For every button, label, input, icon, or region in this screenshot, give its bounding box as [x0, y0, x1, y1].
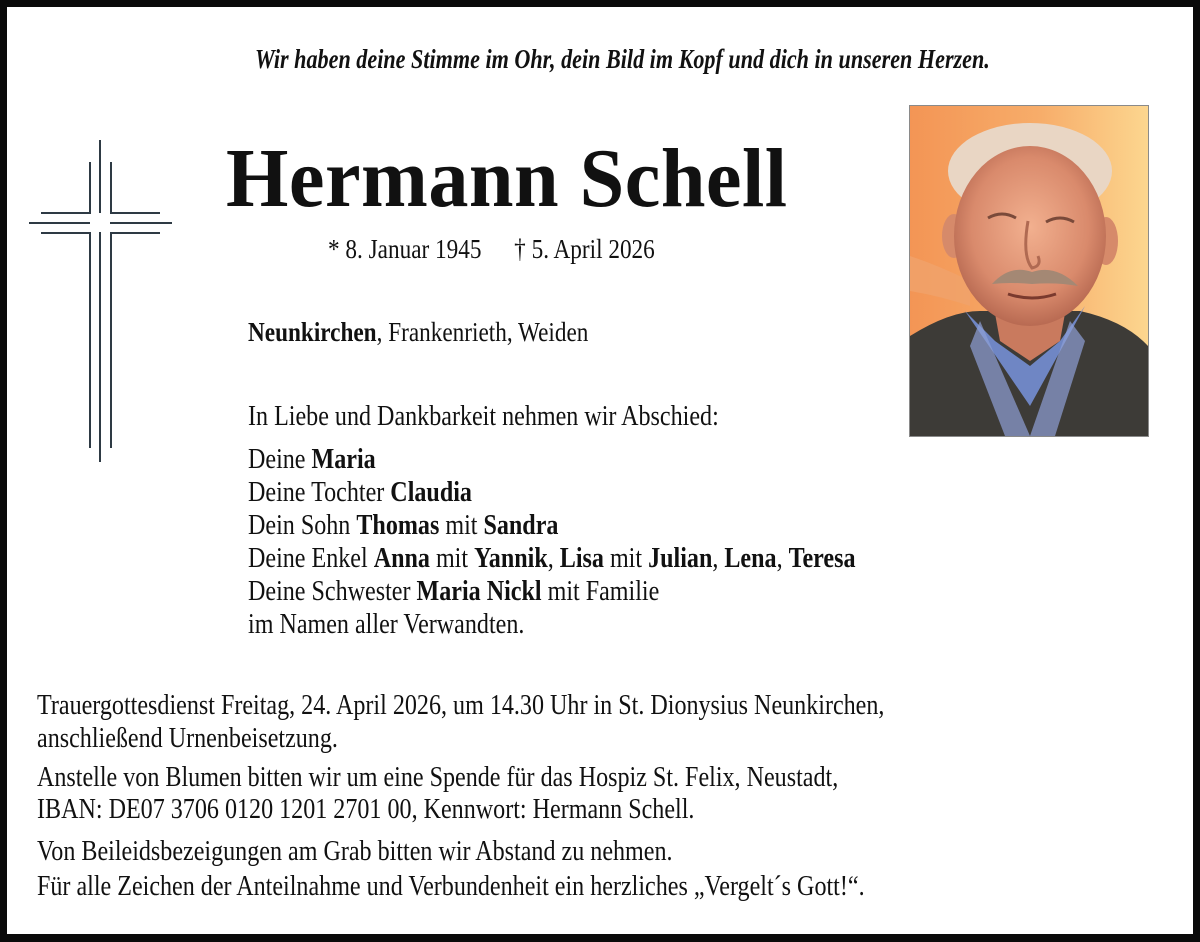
birth-date: 8. Januar 1945 [345, 234, 482, 264]
thanks-note: Für alle Zeichen der Anteilnahme und Verbundenheit ein herzliches „Vergelt´s Gott!“. [37, 871, 865, 902]
donation-line-1: Anstelle von Blumen bitten wir um eine Spende für das Hospiz St. Felix, Neustadt, [37, 762, 839, 793]
service-line-1: Trauergottesdienst Freitag, 24. April 2026, um 14.30 Uhr in St. Dionysius Neunkirchen, [37, 690, 885, 721]
memorial-quote: Wir haben deine Stimme im Ohr, dein Bild im Kopf und dich in unseren Herzen. [255, 44, 990, 74]
mourner-line [248, 509, 855, 542]
mourner-relation-text: Deine [248, 444, 312, 475]
mourner-line [248, 476, 855, 509]
mourner-name: Sandra [483, 510, 559, 541]
mourner-name: Anna [373, 543, 430, 574]
mourner-relation-text: , [547, 543, 560, 574]
death-date: 5. April 2026 [531, 234, 655, 264]
death-symbol: † [514, 234, 526, 264]
birth-symbol: * [328, 234, 340, 264]
mourner-relation-text: Deine Schwester [248, 576, 417, 607]
deceased-name: Hermann Schell [226, 132, 788, 225]
donation-line-2: IBAN: DE07 3706 0120 1201 2701 00, Kennwort: Hermann Schell. [37, 794, 695, 825]
mourner-name: Lena [724, 543, 777, 574]
mourner-name: Julian [648, 543, 713, 574]
christian-cross-icon [0, 0, 200, 480]
mourner-relation-text: mit Familie [541, 576, 660, 607]
service-line-2: anschließend Urnenbeisetzung. [37, 723, 338, 754]
funeral-service-info [37, 689, 884, 755]
portrait-photo [909, 105, 1149, 437]
mourner-name: Claudia [390, 477, 472, 508]
mourner-line [248, 575, 855, 608]
farewell-intro: In Liebe und Dankbarkeit nehmen wir Abschied: [248, 401, 719, 432]
mourner-name: Lisa [559, 543, 604, 574]
portrait-illustration [910, 106, 1148, 436]
mourner-name: Yannik [474, 543, 548, 574]
mourner-relation-text: Deine Tochter [248, 477, 391, 508]
life-dates [328, 234, 655, 265]
mourner-name: Maria Nickl [416, 576, 542, 607]
mourner-name: Thomas [356, 510, 440, 541]
places [248, 317, 588, 348]
place-primary: Neunkirchen [248, 317, 377, 347]
mourner-relation-text: , [776, 543, 789, 574]
mourner-line [248, 443, 855, 476]
mourner-line [248, 608, 855, 641]
place-others: , Frankenrieth, Weiden [376, 317, 589, 347]
mourner-relation-text: , [712, 543, 725, 574]
mourner-relation-text: mit [439, 510, 484, 541]
mourner-relation-text: mit [603, 543, 649, 574]
donation-info [37, 762, 838, 826]
mourner-line [248, 542, 855, 575]
mourner-relation-text: mit [429, 543, 475, 574]
mourner-relation-text: Dein Sohn [248, 510, 357, 541]
mourner-name: Maria [311, 444, 376, 475]
mourners-list [248, 443, 855, 641]
mourner-name: Teresa [788, 543, 856, 574]
mourner-relation-text: Deine Enkel [248, 543, 374, 574]
mourner-relation-text: im Namen aller Verwandten. [248, 609, 525, 640]
condolence-note: Von Beileidsbezeigungen am Grab bitten wir Abstand zu nehmen. [37, 836, 673, 867]
